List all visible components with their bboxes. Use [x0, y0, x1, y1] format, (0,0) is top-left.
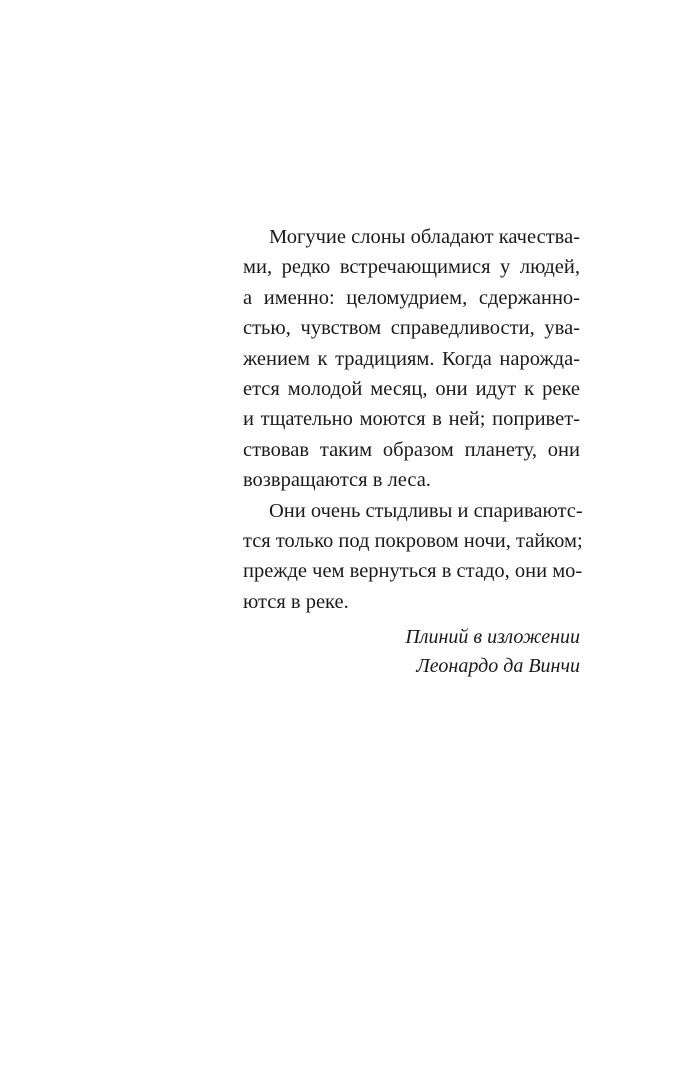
text-line: прежде чем вернуться в стадо, они мо- — [243, 560, 583, 583]
text-line: Они очень стыдливы и спариваютс- — [269, 499, 583, 522]
attribution-source: Леонардо да Винчи — [416, 655, 580, 678]
text-line: а именно: целомудрием, сдержанно- — [243, 286, 580, 309]
attribution-author: Плиний в изложении — [405, 626, 580, 649]
text-line: возвращаются в леса. — [243, 469, 431, 492]
text-line: ются в реке. — [243, 590, 349, 613]
text-line: Могучие слоны обладают качества- — [269, 226, 580, 248]
text-line: ется молодой месяц, они идут к реке — [243, 377, 580, 400]
epigraph-attribution — [243, 623, 580, 681]
text-line: ми, редко встречающимися у людей, — [243, 256, 580, 279]
text-line: стью, чувством справедливости, ува- — [243, 317, 580, 340]
epigraph-paragraph-1 — [243, 222, 580, 496]
text-line: ствовав таким образом планету, они — [243, 438, 580, 461]
epigraph — [243, 222, 583, 681]
text-line: и тщательно моются в ней; попривет- — [243, 408, 580, 431]
text-line: тся только под покровом ночи, тайком; — [243, 529, 583, 552]
epigraph-paragraph-2 — [243, 496, 583, 618]
text-line: жением к традициям. Когда нарожда- — [243, 347, 580, 370]
